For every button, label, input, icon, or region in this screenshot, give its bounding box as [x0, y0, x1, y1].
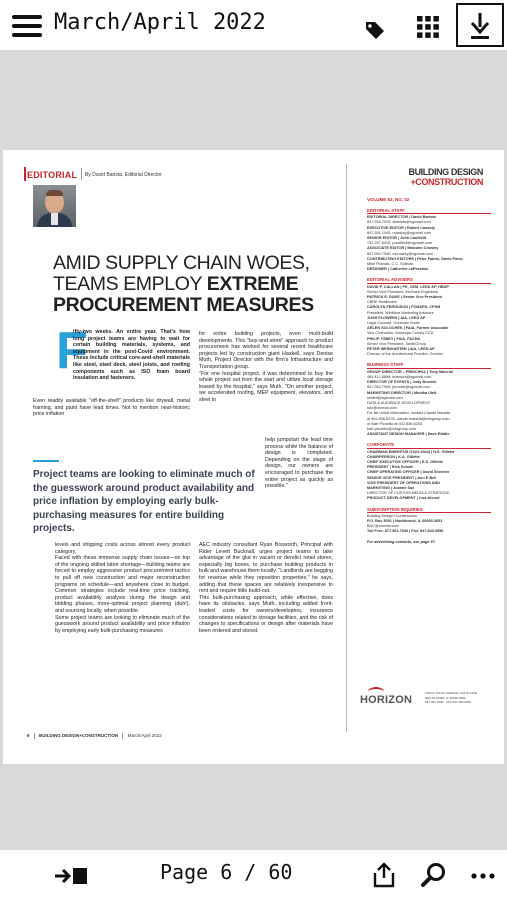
logo-line-2: +CONSTRUCTION: [410, 177, 483, 187]
column-2-lower: AEC industry consultant Ryan Bosworth, Principal with Rider Levett Bucknall, urges project teams to take advantage of the glut in vacant or derelict retail stores, especially big boxes, to purchase building products in bulk and warehouse them locally. "Landlords are begging for revenue while they reposition properties," he says, adding that these spaces are relatively inexpensive to rent and require little build-out. This bulk-purchasing approach, while effective, does have its obstacles, says Muth, including added front-loaded costs for owners/developers, insurance considerations related to storage facilities, and the risk of changes to specifications or design after materials have been ordered and stored.: [199, 542, 333, 634]
footer-date: March/April 2022: [127, 733, 162, 739]
sidebar-line: DAVID P. CALLAN | PE, CEM, LEED AP, HBDP: [367, 284, 449, 289]
lead-paragraph: [73, 329, 190, 382]
footer-page-number: 6: [27, 733, 30, 739]
sidebar-line: For list rental information, contact Claude Marada: [367, 411, 451, 416]
footer-magazine-name: BUILDING DESIGN+CONSTRUCTION: [39, 733, 119, 739]
lead-text: ifty-two weeks. An entire year. That's how long project teams are having to wait for certain building materials, systems, and equipment in the post-Covid environment. These include critical core-and-shell materials like steel, steel deck, steel joists, and roofing components such as ISO foam board insulation and fasteners.: [73, 329, 190, 382]
sidebar-line: 847.954.7940; mcrowley@sgcmail.com: [367, 251, 434, 256]
headline: [53, 253, 343, 316]
sidebar-line: PRODUCT DEVELOPMENT | Lisa Alvord: [367, 496, 440, 501]
sidebar-line: 847.954.7940; jbrociek@sgcmail.com: [367, 385, 431, 390]
share-icon[interactable]: [372, 862, 396, 888]
sidebar-line: SENIOR VICE PRESIDENT | Ann E Bell: [367, 475, 437, 480]
sidebar-line: CAROLYN FERGUSON | FCMAPS, CPSM: [367, 305, 441, 310]
sidebar-line: BDC@omeda.com: [367, 524, 399, 529]
section-label: EDITORIAL: [27, 170, 78, 180]
sidebar-heading: CORPORATE: [367, 442, 491, 448]
sidebar-line: CBRE Healthcare: [367, 300, 397, 305]
tag-icon[interactable]: [364, 20, 386, 40]
sidebar-divider: [346, 164, 347, 732]
sidebar-line: CONTRIBUTING EDITORS | Peter Fabris, David Pavie,: [367, 256, 464, 261]
sidebar-line: Senior Vice President, McGuire Engineers: [367, 289, 439, 294]
column-2-upper: for entire building projects, even multi-build developments. This "buy-and-store" approach to product procurement has worked for several recent healthcare projects led by construction giant Haskell, says Denise Muth, Project Director with the firm's Infrastructure and Transportation group. "For one hospital project, it was determined to buy the whole project out from the start and utilize local storage leased by the hospital," says Muth. "On another project, we accelerated roofing, MEP equipment, elevators, and steel to: [199, 331, 333, 403]
divider: [81, 168, 82, 180]
jump-to-page-icon[interactable]: [54, 866, 90, 886]
sidebar-line: President, WinMore Marketing Advisors: [367, 310, 434, 315]
sidebar-line: 847.954.7929; dbarista@sgcmail.com: [367, 220, 431, 225]
volume-label: VOLUME 63, NO. 02: [367, 197, 410, 202]
sidebar-line: DESIGNER | Catherine LaPeschke: [367, 267, 429, 272]
sidebar-line: SENIOR EDITOR | John Caulfield: [367, 236, 427, 241]
sidebar-line: Mike Plotnick, C.C. Sullivan: [367, 262, 414, 267]
sidebar-line: Vice Chancellor, Maricopa County CCD: [367, 331, 434, 336]
sidebar-heading: SUBSCRIPTION INQUIRIES: [367, 507, 491, 513]
horizon-address: 1350 E TOUHY AVENUE, SUITE 140E DES PLAINES, IL 60018-3303 847.391.1000 · FAX 847.390.0408: [425, 691, 477, 704]
sidebar-line: CHIEF EXECUTIVE OFFICER | E.S. Gillette: [367, 459, 443, 464]
author-photo: [33, 185, 76, 227]
headline-line-1: AMID SUPPLY CHAIN WOES,: [53, 252, 310, 274]
sidebar-line: EXECUTIVE EDITOR | Robert Cassidy: [367, 225, 435, 230]
pullquote-rule: [33, 460, 59, 462]
sidebar-line: PETER WEINGARTEN | AIA, LEED AP: [367, 347, 435, 352]
sidebar-line: PHILIP TOBEY | FAIA, FACHA: [367, 336, 421, 341]
menu-icon[interactable]: [12, 14, 42, 38]
horizon-wordmark: HORIZON: [360, 694, 413, 706]
sidebar-line: at 402.836.6278, claude.marada@infogroup.com: [367, 416, 450, 421]
sidebar-line: ASSISTANT DESIGN MANAGER | Dave Riddle: [367, 432, 450, 437]
sidebar-line: 732.257.6319; jcaulfield@sgcmail.com: [367, 241, 433, 246]
sidebar-line: MARKETING | Joanne Sax: [367, 485, 415, 490]
masthead-logo: [395, 168, 483, 187]
sidebar-line: 484.412.8686; tmancini@sgcmail.com: [367, 374, 432, 379]
sidebar-line: GROUP DIRECTOR – PRINCIPAL | Tony Mancini: [367, 369, 454, 374]
sidebar-line: DIRECTOR OF EVENTS | Judy Brociek: [367, 380, 437, 385]
magazine-page: [3, 150, 504, 764]
sidebar-line: P.O. Box 3051 | Northbrook, IL 60065-3051: [367, 518, 443, 523]
download-button[interactable]: [456, 3, 504, 47]
sidebar-line: PATRICK E. DUKE | Senior Vice President: [367, 295, 442, 300]
page-indicator: Page 6 / 60: [160, 860, 293, 884]
column-2-narrow: help jumpstart the lead time process while the balance of design is completed. Depending on the stage of design, our owners are encouraged to purchase the entire project as quickly as possible.": [265, 437, 333, 490]
sidebar-heading: EDITORIAL ADVISERS: [367, 277, 491, 283]
sidebar-heading: EDITORIAL STAFF: [367, 208, 491, 214]
sidebar-line: CHAIRMAN EMERITUS (1922-2002) | H.S. Gillette: [367, 449, 455, 454]
sidebar-line: 847.391.1040; rcassidy@sgcmail.com: [367, 230, 432, 235]
sidebar-line: mlillett@sgcmail.com: [367, 395, 403, 400]
sidebar-line: bdc@omeda.com: [367, 406, 397, 411]
headline-line-2-light: TEAMS EMPLOY: [53, 273, 207, 295]
sidebar-line: PRESIDENT | Rick Schott: [367, 465, 413, 470]
column-1-lower: levels and shipping costs across almost every product category. Faced with these immense supply chain issues—on top of the ongoing skilled labor shortage—building teams are forced to employ aggressive product procurement tactics to pull off new construction and major reconstruction programs on schedule—and anywhere close to budget. Common strategies include real-time price tracking, product availability analysis during the design and bidding phases, more-optimal project planning (duh!), and sourcing locally, when possible. Some project teams are looking to eliminate much of the guesswork around product availability and price inflation by employing early bulk-purchasing measures: [55, 542, 190, 634]
sidebar-line: bart.piccirillo@infogroup.com: [367, 426, 417, 431]
section-marker: [24, 167, 26, 181]
sidebar-line: DATA & AUDIENCE DEVELOPMENT: [367, 400, 431, 405]
more-icon[interactable]: [470, 872, 496, 880]
publication-title: March/April 2022: [54, 10, 266, 35]
sidebar-line: ARLEN SOLOCHEK | FAIA, Former Associate: [367, 326, 449, 331]
sidebar-line: Legal Counsel, Gresham Smith: [367, 321, 420, 326]
sidebar-line: EDITORIAL DIRECTOR | David Barista: [367, 215, 436, 220]
sidebar-line: Director of the Architectural Practice, Gensler: [367, 352, 443, 357]
headline-line-3: PROCUREMENT MEASURES: [53, 294, 314, 316]
drop-cap: F: [56, 322, 88, 380]
sidebar-line: Building Design+Construction: [367, 513, 417, 518]
logo-line-1: BUILDING DESIGN: [408, 167, 483, 177]
column-1-upper: Even readily available "off-the-shelf" products like drywall, metal framing, and paint have lead times. Not to mention near-historic price inflation: [33, 398, 190, 418]
grid-icon[interactable]: [416, 15, 440, 39]
sidebar-line: or Bart Piccirillo at 402.836.6283,: [367, 421, 423, 426]
sidebar-line: JOSH FLOWERS | AIA, LEED AP: [367, 315, 426, 320]
download-icon: [469, 12, 491, 40]
masthead-sidebar: [367, 208, 491, 545]
sidebar-line: DIRECTOR OF CUSTOM MEDIA & STRATEGIC: [367, 491, 450, 496]
sidebar-heading: BUSINESS STAFF: [367, 362, 491, 368]
sidebar-line: Senior Vice President, SmithGroup: [367, 341, 426, 346]
sidebar-line: MARKETING DIRECTOR | Monika Ulelt: [367, 390, 437, 395]
sidebar-line: VICE PRESIDENT OF OPERATIONS AND: [367, 480, 440, 485]
sidebar-line: Toll Free: 877.501.7540 | Fax: 847.843.3956: [367, 529, 444, 534]
sidebar-line: CHAIRPERSON | K.A. Gillette: [367, 454, 420, 459]
advertising-note: For advertising contacts, see page 57.: [367, 539, 436, 544]
headline-line-2: [53, 274, 343, 295]
sidebar-line: CHIEF OPERATING OFFICER | David Shreiner: [367, 470, 450, 475]
search-icon[interactable]: [421, 862, 447, 888]
byline: By David Barista, Editorial Director: [85, 172, 162, 178]
sidebar-line: ASSOCIATE EDITOR | Malcolm Crowley: [367, 246, 439, 251]
top-toolbar: [0, 0, 507, 50]
horizon-logo: [360, 687, 420, 709]
page-footer: [27, 733, 327, 739]
headline-line-2-bold: EXTREME: [206, 273, 299, 295]
pullquote: Project teams are looking to eliminate much of the guesswork around product availability and price inflation by employing early bulk-purchasing measures for entire building projects.: [33, 469, 255, 535]
